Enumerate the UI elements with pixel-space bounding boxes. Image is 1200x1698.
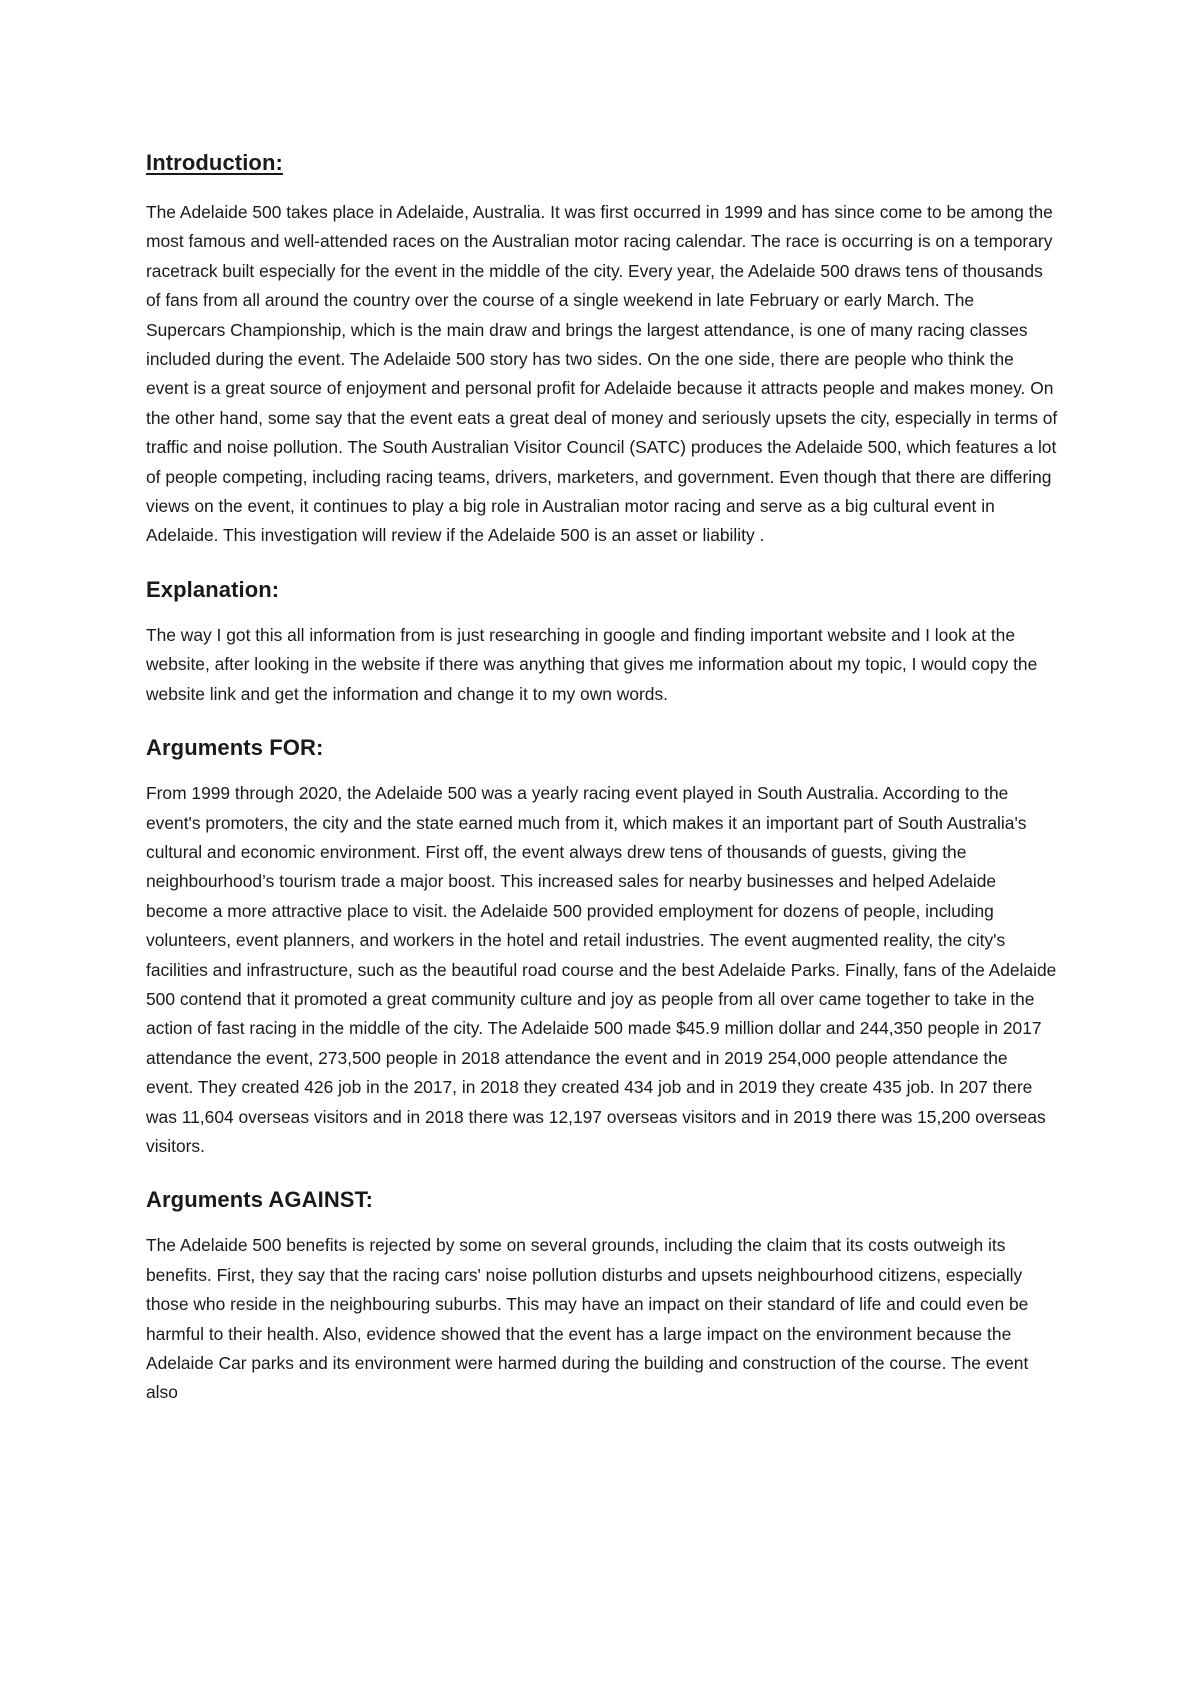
document-page [146,148,1058,1408]
explanation-heading: Explanation: [146,576,280,602]
arguments-against-paragraph: The Adelaide 500 benefits is rejected by some on several grounds, including the claim that its costs outweigh its benefits. First, they say that the racing cars' noise pollution disturbs and upsets neighbourhood citizens, especially those who reside in the neighbouring suburbs. This may have an impact on their standard of life and could even be harmful to their health. Also, evidence showed that the event has a large impact on the environment because the Adelaide Car parks and its environment were harmed during the building and construction of the course. The event also [146,1235,1029,1403]
introduction-heading [146,148,1058,178]
arguments-for-paragraph: From 1999 through 2020, the Adelaide 500 was a yearly racing event played in South Australia. According to the event's promoters, the city and the state earned much from it, which makes it an important part of South Australia's cultural and economic environment. First off, the event always drew tens of thousands of guests, giving the neighbourhood’s tourism trade a major boost. This increased sales for nearby businesses and helped Adelaide become a more attractive place to visit. the Adelaide 500 provided employment for dozens of people, including volunteers, event planners, and workers in the hotel and retail industries. The event augmented reality, the city's facilities and infrastructure, such as the beautiful road course and the best Adelaide Parks. Finally, fans of the Adelaide 500 contend that it promoted a great community culture and joy as people from all over came together to take in the action of fast racing in the middle of the city. The Adelaide 500 made $45.9 million dollar and 244,350 people in 2017 attendance the event, 273,500 people in 2018 attendance the event and in 2019 254,000 people attendance the event. They created 426 job in the 2017, in 2018 they created 434 job and in 2019 they create 435 job. In 207 there was 11,604 overseas visitors and in 2018 there was 12,197 overseas visitors and in 2019 there was 15,200 overseas visitors. [146,783,1057,1156]
introduction-heading-text: Introduction: [146,150,283,175]
arguments-for-heading: Arguments FOR: [146,735,324,761]
introduction-paragraph: The Adelaide 500 takes place in Adelaide, Australia. It was first occurred in 1999 and has since come to be among the most famous and well-attended races on the Australian motor racing calendar. The race is occurring is on a temporary racetrack built especially for the event in the middle of the city. Every year, the Adelaide 500 draws tens of thousands of fans from all around the country over the course of a single weekend in late February or early March. The Supercars Championship, which is the main draw and brings the largest attendance, is one of many racing classes included during the event. The Adelaide 500 story has two sides. On the one side, there are people who think the event is a great source of enjoyment and personal profit for Adelaide because it attracts people and makes money. On the other hand, some say that the event eats a great deal of money and seriously upsets the city, especially in terms of traffic and noise pollution. The South Australian Visitor Council (SATC) produces the Adelaide 500, which features a lot of people competing, including racing teams, drivers, marketers, and government. Even though that there are differing views on the event, it continues to play a big role in Australian motor racing and serve as a big cultural event in Adelaide. This investigation will review if the Adelaide 500 is an asset or liability . [146,202,1058,546]
explanation-paragraph: The way I got this all information from is just researching in google and finding important website and I look at the website, after looking in the website if there was anything that gives me information about my topic, I would copy the website link and get the information and change it to my own words. [146,624,1038,704]
arguments-against-heading: Arguments AGAINST: [146,1187,374,1213]
